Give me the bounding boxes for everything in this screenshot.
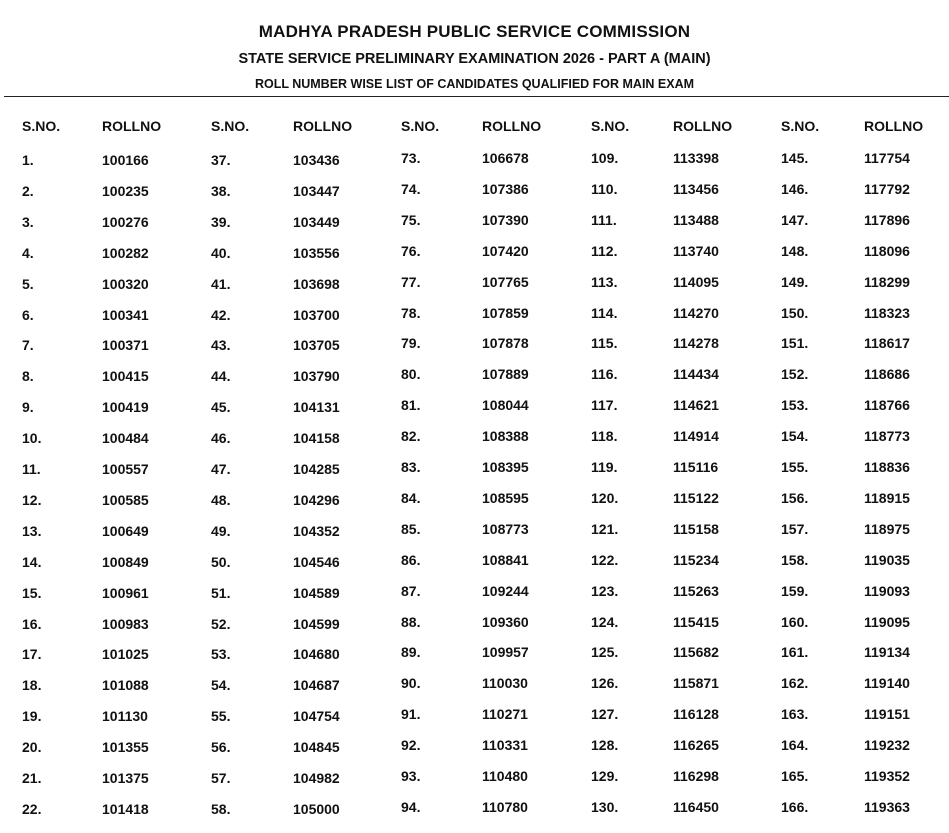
rollno-header: ROLLNO xyxy=(864,118,924,134)
serial-number: 81. xyxy=(401,397,421,413)
serial-number: 93. xyxy=(401,768,421,784)
serial-number: 84. xyxy=(401,490,421,506)
roll-number: 100320 xyxy=(102,276,149,292)
roll-number: 116265 xyxy=(673,737,719,753)
roll-number: 107420 xyxy=(482,243,529,259)
roll-number: 118617 xyxy=(864,335,910,351)
serial-number: 94. xyxy=(401,799,421,815)
sno-header: S.NO. xyxy=(401,118,440,134)
serial-number: 57. xyxy=(211,770,231,786)
serial-number: 124. xyxy=(591,614,619,630)
serial-number: 129. xyxy=(591,768,619,784)
roll-number: 103705 xyxy=(293,337,340,353)
roll-number: 117792 xyxy=(864,181,910,197)
serial-number: 12. xyxy=(22,492,42,508)
roll-number: 100849 xyxy=(102,554,149,570)
serial-number: 7. xyxy=(22,337,34,353)
serial-number: 78. xyxy=(401,305,421,321)
serial-number: 10. xyxy=(22,430,42,446)
roll-number: 118323 xyxy=(864,305,910,321)
roll-number: 114278 xyxy=(673,335,719,351)
roll-number: 104296 xyxy=(293,492,340,508)
roll-number: 100419 xyxy=(102,399,149,415)
roll-number: 100276 xyxy=(102,214,149,230)
serial-number: 21. xyxy=(22,770,42,786)
roll-number: 104687 xyxy=(293,677,340,693)
rollno-header: ROLLNO xyxy=(102,118,162,134)
roll-number: 110030 xyxy=(482,675,528,691)
roll-number: 108773 xyxy=(482,521,529,537)
roll-number: 104982 xyxy=(293,770,340,786)
serial-number: 38. xyxy=(211,183,231,199)
roll-number: 104845 xyxy=(293,739,340,755)
serial-number: 165. xyxy=(781,768,809,784)
roll-number: 101355 xyxy=(102,739,149,755)
serial-number: 161. xyxy=(781,644,809,660)
roll-number: 101025 xyxy=(102,646,149,662)
roll-number: 108841 xyxy=(482,552,529,568)
serial-number: 87. xyxy=(401,583,421,599)
serial-number: 44. xyxy=(211,368,231,384)
roll-number: 113456 xyxy=(673,181,719,197)
serial-number: 45. xyxy=(211,399,231,415)
roll-number: 104131 xyxy=(293,399,340,415)
roll-number: 103790 xyxy=(293,368,340,384)
serial-number: 156. xyxy=(781,490,809,506)
serial-number: 53. xyxy=(211,646,231,662)
serial-number: 82. xyxy=(401,428,421,444)
serial-number: 155. xyxy=(781,459,809,475)
roll-number: 104589 xyxy=(293,585,340,601)
roll-number: 107889 xyxy=(482,366,529,382)
serial-number: 163. xyxy=(781,706,809,722)
roll-number: 118836 xyxy=(864,459,910,475)
sno-header: S.NO. xyxy=(591,118,630,134)
serial-number: 145. xyxy=(781,150,809,166)
serial-number: 6. xyxy=(22,307,34,323)
roll-number: 117896 xyxy=(864,212,910,228)
roll-number: 114095 xyxy=(673,274,719,290)
roll-number: 115682 xyxy=(673,644,719,660)
roll-number: 118686 xyxy=(864,366,910,382)
roll-number: 119151 xyxy=(864,706,910,722)
serial-number: 117. xyxy=(591,397,618,413)
roll-number: 114914 xyxy=(673,428,719,444)
roll-number: 119093 xyxy=(864,583,910,599)
roll-number: 118096 xyxy=(864,243,910,259)
roll-number: 100649 xyxy=(102,523,149,539)
sno-header: S.NO. xyxy=(781,118,820,134)
roll-number: 114621 xyxy=(673,397,719,413)
serial-number: 109. xyxy=(591,150,619,166)
roll-number: 116298 xyxy=(673,768,719,784)
serial-number: 157. xyxy=(781,521,809,537)
roll-number: 109360 xyxy=(482,614,529,630)
sno-header: S.NO. xyxy=(211,118,250,134)
roll-number: 118773 xyxy=(864,428,910,444)
serial-number: 11. xyxy=(22,461,41,477)
roll-number: 100983 xyxy=(102,616,149,632)
serial-number: 39. xyxy=(211,214,231,230)
roll-number: 100585 xyxy=(102,492,149,508)
roll-number: 109244 xyxy=(482,583,529,599)
roll-number: 104546 xyxy=(293,554,340,570)
serial-number: 50. xyxy=(211,554,231,570)
commission-title: MADHYA PRADESH PUBLIC SERVICE COMMISSION xyxy=(258,22,691,41)
roll-number: 118299 xyxy=(864,274,910,290)
roll-number: 107878 xyxy=(482,335,529,351)
roll-number: 108388 xyxy=(482,428,529,444)
serial-number: 130. xyxy=(591,799,619,815)
roll-number: 115415 xyxy=(673,614,719,630)
serial-number: 146. xyxy=(781,181,809,197)
roll-number: 119035 xyxy=(864,552,910,568)
roll-number: 119095 xyxy=(864,614,910,630)
serial-number: 121. xyxy=(591,521,619,537)
serial-number: 9. xyxy=(22,399,34,415)
serial-number: 151. xyxy=(781,335,809,351)
serial-number: 76. xyxy=(401,243,421,259)
roll-number: 119363 xyxy=(864,799,910,815)
serial-number: 115. xyxy=(591,335,618,351)
roll-number: 115871 xyxy=(673,675,719,691)
roll-number: 108395 xyxy=(482,459,529,475)
roll-number: 104158 xyxy=(293,430,340,446)
serial-number: 154. xyxy=(781,428,809,444)
sno-header: S.NO. xyxy=(22,118,61,134)
serial-number: 58. xyxy=(211,801,231,817)
serial-number: 153. xyxy=(781,397,809,413)
roll-number: 110271 xyxy=(482,706,528,722)
roll-number: 108595 xyxy=(482,490,529,506)
roll-number: 103700 xyxy=(293,307,340,323)
serial-number: 2. xyxy=(22,183,34,199)
serial-number: 116. xyxy=(591,366,618,382)
roll-number: 110331 xyxy=(482,737,528,753)
serial-number: 41. xyxy=(211,276,231,292)
serial-number: 118. xyxy=(591,428,618,444)
serial-number: 22. xyxy=(22,801,42,817)
serial-number: 88. xyxy=(401,614,421,630)
roll-number: 113488 xyxy=(673,212,719,228)
serial-number: 16. xyxy=(22,616,42,632)
roll-number: 108044 xyxy=(482,397,529,413)
roll-number: 100166 xyxy=(102,152,149,168)
serial-number: 128. xyxy=(591,737,619,753)
serial-number: 158. xyxy=(781,552,809,568)
roll-number: 100341 xyxy=(102,307,149,323)
roll-number: 113740 xyxy=(673,243,719,259)
serial-number: 89. xyxy=(401,644,421,660)
serial-number: 114. xyxy=(591,305,618,321)
serial-number: 14. xyxy=(22,554,42,570)
roll-number: 119352 xyxy=(864,768,910,784)
serial-number: 90. xyxy=(401,675,421,691)
roll-number: 100961 xyxy=(102,585,149,601)
serial-number: 91. xyxy=(401,706,421,722)
roll-number: 100415 xyxy=(102,368,149,384)
list-title: ROLL NUMBER WISE LIST OF CANDIDATES QUALIFIED FOR MAIN EXAM xyxy=(254,77,695,91)
serial-number: 149. xyxy=(781,274,809,290)
serial-number: 3. xyxy=(22,214,34,230)
serial-number: 17. xyxy=(22,646,42,662)
serial-number: 83. xyxy=(401,459,421,475)
roll-number: 115122 xyxy=(673,490,719,506)
roll-number: 104680 xyxy=(293,646,340,662)
serial-number: 8. xyxy=(22,368,34,384)
serial-number: 43. xyxy=(211,337,231,353)
serial-number: 119. xyxy=(591,459,618,475)
roll-number: 104285 xyxy=(293,461,340,477)
serial-number: 18. xyxy=(22,677,42,693)
roll-number: 101418 xyxy=(102,801,149,817)
serial-number: 86. xyxy=(401,552,421,568)
serial-number: 20. xyxy=(22,739,42,755)
roll-number: 113398 xyxy=(673,150,719,166)
roll-number: 118766 xyxy=(864,397,910,413)
serial-number: 77. xyxy=(401,274,421,290)
serial-number: 46. xyxy=(211,430,231,446)
roll-number: 115158 xyxy=(673,521,719,537)
serial-number: 74. xyxy=(401,181,421,197)
roll-number: 117754 xyxy=(864,150,910,166)
serial-number: 111. xyxy=(591,212,617,228)
header-divider xyxy=(4,96,949,97)
serial-number: 123. xyxy=(591,583,619,599)
serial-number: 51. xyxy=(211,585,231,601)
serial-number: 122. xyxy=(591,552,619,568)
serial-number: 15. xyxy=(22,585,42,601)
serial-number: 75. xyxy=(401,212,421,228)
roll-number: 110480 xyxy=(482,768,528,784)
roll-number: 115234 xyxy=(673,552,719,568)
serial-number: 125. xyxy=(591,644,619,660)
serial-number: 112. xyxy=(591,243,618,259)
roll-number: 100282 xyxy=(102,245,149,261)
roll-number: 100557 xyxy=(102,461,149,477)
serial-number: 40. xyxy=(211,245,231,261)
roll-number: 107390 xyxy=(482,212,529,228)
roll-number: 118975 xyxy=(864,521,910,537)
roll-number: 103556 xyxy=(293,245,340,261)
roll-number: 115116 xyxy=(673,459,719,475)
rollno-header: ROLLNO xyxy=(482,118,542,134)
roll-number: 104754 xyxy=(293,708,340,724)
serial-number: 159. xyxy=(781,583,809,599)
serial-number: 54. xyxy=(211,677,231,693)
roll-number: 114434 xyxy=(673,366,719,382)
serial-number: 37. xyxy=(211,152,231,168)
roll-number: 103449 xyxy=(293,214,340,230)
serial-number: 127. xyxy=(591,706,619,722)
roll-number: 107859 xyxy=(482,305,529,321)
serial-number: 79. xyxy=(401,335,421,351)
roll-number: 114270 xyxy=(673,305,719,321)
roll-number: 107765 xyxy=(482,274,529,290)
serial-number: 113. xyxy=(591,274,618,290)
roll-number: 101375 xyxy=(102,770,149,786)
roll-number: 115263 xyxy=(673,583,719,599)
serial-number: 164. xyxy=(781,737,809,753)
serial-number: 13. xyxy=(22,523,42,539)
rollno-header: ROLLNO xyxy=(673,118,733,134)
roll-number: 110780 xyxy=(482,799,528,815)
roll-number: 107386 xyxy=(482,181,529,197)
rollno-header: ROLLNO xyxy=(293,118,353,134)
roll-number: 101088 xyxy=(102,677,149,693)
roll-number: 119232 xyxy=(864,737,910,753)
roll-number: 104352 xyxy=(293,523,340,539)
roll-number: 116450 xyxy=(673,799,719,815)
roll-number: 100235 xyxy=(102,183,149,199)
roll-number: 103698 xyxy=(293,276,340,292)
serial-number: 126. xyxy=(591,675,619,691)
roll-number: 105000 xyxy=(293,801,340,817)
roll-number: 119134 xyxy=(864,644,910,660)
roll-number: 119140 xyxy=(864,675,910,691)
serial-number: 4. xyxy=(22,245,34,261)
serial-number: 110. xyxy=(591,181,618,197)
serial-number: 19. xyxy=(22,708,42,724)
serial-number: 92. xyxy=(401,737,421,753)
serial-number: 55. xyxy=(211,708,231,724)
serial-number: 80. xyxy=(401,366,421,382)
serial-number: 162. xyxy=(781,675,809,691)
exam-subtitle: STATE SERVICE PRELIMINARY EXAMINATION 2026 - PART A (MAIN) xyxy=(238,51,711,67)
serial-number: 85. xyxy=(401,521,421,537)
serial-number: 160. xyxy=(781,614,809,630)
serial-number: 73. xyxy=(401,150,421,166)
serial-number: 150. xyxy=(781,305,809,321)
roll-number: 103447 xyxy=(293,183,340,199)
serial-number: 148. xyxy=(781,243,809,259)
serial-number: 1. xyxy=(22,152,34,168)
serial-number: 166. xyxy=(781,799,809,815)
roll-number: 104599 xyxy=(293,616,340,632)
serial-number: 120. xyxy=(591,490,619,506)
serial-number: 49. xyxy=(211,523,231,539)
roll-number: 118915 xyxy=(864,490,910,506)
serial-number: 5. xyxy=(22,276,34,292)
serial-number: 147. xyxy=(781,212,809,228)
roll-number: 101130 xyxy=(102,708,148,724)
serial-number: 42. xyxy=(211,307,231,323)
roll-number: 116128 xyxy=(673,706,719,722)
roll-number: 109957 xyxy=(482,644,529,660)
serial-number: 47. xyxy=(211,461,231,477)
serial-number: 152. xyxy=(781,366,809,382)
serial-number: 56. xyxy=(211,739,231,755)
roll-number: 103436 xyxy=(293,152,340,168)
roll-number: 100484 xyxy=(102,430,149,446)
serial-number: 48. xyxy=(211,492,231,508)
serial-number: 52. xyxy=(211,616,231,632)
roll-number: 106678 xyxy=(482,150,529,166)
roll-number: 100371 xyxy=(102,337,149,353)
